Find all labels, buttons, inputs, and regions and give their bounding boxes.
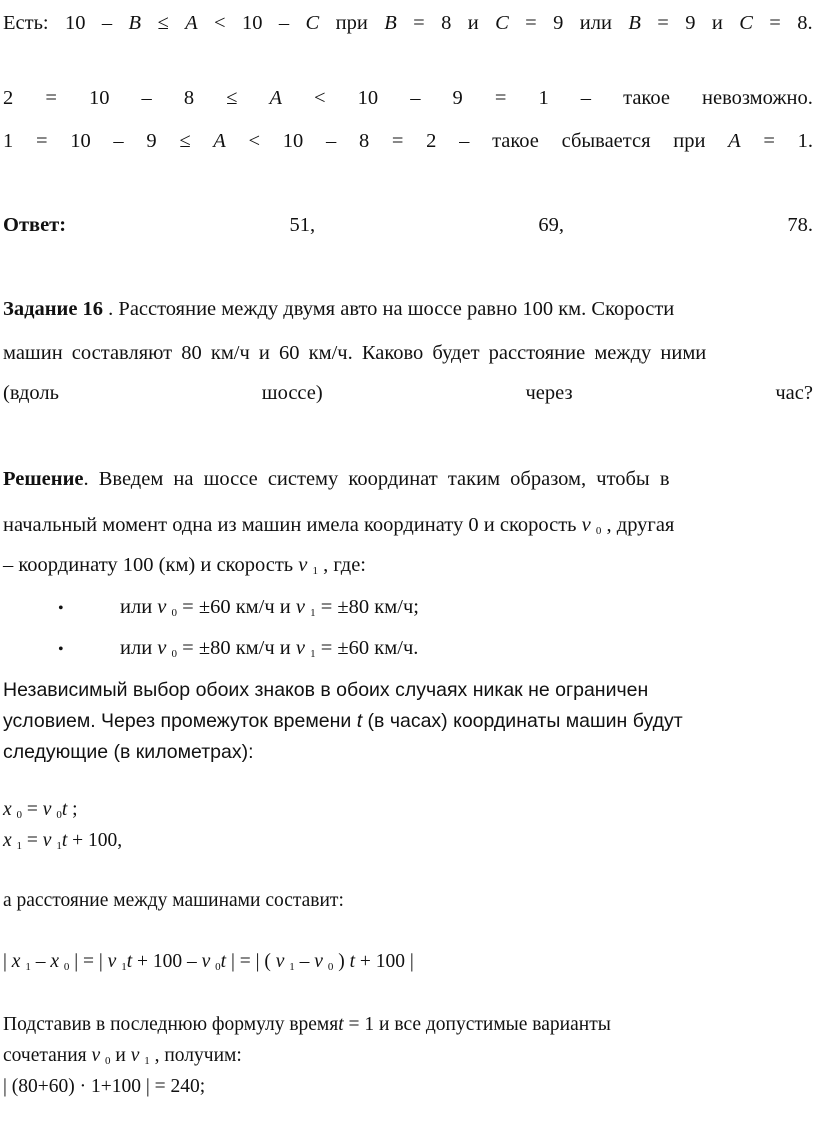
distance-intro-text: а расстояние между машинами составит:: [3, 890, 344, 911]
math-var: v: [298, 554, 308, 576]
formula-text: + 100 –: [132, 951, 202, 972]
subscript: 1: [16, 840, 23, 852]
text-line-impossible: [3, 85, 813, 111]
task-line-3: [3, 380, 813, 406]
subscript: 1: [289, 961, 295, 973]
math-var: x: [50, 951, 59, 972]
word: или: [579, 12, 612, 34]
word: 8.: [797, 12, 813, 34]
math-var: x: [11, 951, 21, 972]
subscript: 1: [310, 607, 316, 619]
word: =: [763, 130, 775, 152]
math-var: t: [349, 951, 355, 972]
word: при: [673, 130, 706, 152]
item-text: или: [120, 637, 158, 659]
word: 10: [357, 87, 379, 109]
formula-text: | = |: [69, 951, 108, 972]
math-var: v: [91, 1045, 101, 1066]
word: такое: [492, 130, 539, 152]
math-var: v: [130, 1045, 140, 1066]
word: сбывается: [561, 130, 651, 152]
word: =: [769, 12, 781, 34]
word: =: [391, 130, 404, 152]
word: 2: [3, 87, 14, 109]
subscript: 0: [595, 525, 602, 537]
solution-text: , другая: [606, 514, 675, 536]
subscript: 0: [327, 961, 334, 973]
word: и: [711, 12, 723, 34]
word: –: [326, 130, 337, 152]
task-label: Задание 16: [3, 298, 104, 320]
answer-value: 51,: [289, 214, 316, 236]
word: при: [335, 12, 368, 34]
subscript: 1: [144, 1055, 150, 1067]
formula-text: ;: [67, 799, 78, 820]
subscript: 0: [171, 607, 178, 619]
subscript: 0: [215, 961, 221, 973]
word: 9: [146, 130, 157, 152]
subscript: 0: [63, 961, 70, 973]
substitute-text: и: [110, 1045, 131, 1066]
word: ≤: [157, 12, 169, 34]
answer-line: [3, 212, 813, 238]
word: час?: [775, 382, 813, 404]
item-text: = ±80 км/ч;: [315, 596, 419, 618]
math-var: B: [128, 12, 142, 34]
formula-text: + 100,: [67, 830, 123, 851]
word: 2: [426, 130, 437, 152]
word: <: [214, 12, 226, 34]
math-var: t: [338, 1014, 344, 1035]
list-item: [120, 635, 418, 667]
word: 9: [685, 12, 696, 34]
subscript: 0: [16, 809, 23, 821]
formula-text: –: [30, 951, 51, 972]
item-text: или: [120, 596, 158, 618]
item-text: = ±80 км/ч и: [177, 637, 296, 659]
subscript: 1: [56, 840, 62, 852]
para-text: Независимый выбор обоих знаков в обоих случаях никак не ограничен: [3, 679, 649, 701]
word: <: [248, 130, 261, 152]
math-var: B: [384, 12, 397, 34]
word: 1: [3, 130, 14, 152]
math-var: A: [185, 12, 198, 34]
substitute-line-2: [3, 1043, 242, 1074]
word: –: [278, 12, 290, 34]
solution-line-3: [3, 552, 366, 584]
word: –: [113, 130, 124, 152]
math-var: v: [581, 514, 591, 536]
word: =: [413, 12, 425, 34]
word: –: [410, 87, 421, 109]
text-line-possible: [3, 128, 813, 154]
solution-text: – координату 100 (км) и скорость: [3, 554, 299, 576]
word: 8: [183, 87, 195, 109]
math-var: B: [628, 12, 641, 34]
word: 10: [70, 130, 91, 152]
math-var: v: [314, 951, 323, 972]
subscript: 1: [310, 648, 316, 660]
formula-x0: x $_0$ = v $_0$t ;: [3, 799, 78, 821]
word: –: [459, 130, 470, 152]
math-var: v: [295, 596, 305, 618]
math-var: C: [305, 12, 320, 34]
subscript: 0: [105, 1055, 111, 1067]
para-line-3: [3, 739, 254, 765]
word: такое: [623, 87, 670, 109]
math-var: C: [739, 12, 753, 34]
task-text: машин составляют 80 км/ч и 60 км/ч. Каково будет расстояние между ними: [3, 342, 707, 364]
solution-text: . Введем на шоссе систему координат таким образом, чтобы в: [83, 468, 670, 490]
task-text: . Расстояние между двумя авто на шоссе равно 100 км. Скорости: [103, 298, 675, 320]
formula-x1: x $_1$ = v $_1$t + 100,: [3, 830, 123, 852]
formula-text: –: [294, 951, 315, 972]
solution-text: , где:: [323, 554, 367, 576]
subscript: 1: [25, 961, 31, 973]
math-var: A: [213, 130, 226, 152]
solution-line-2: [3, 512, 674, 544]
word: =: [525, 12, 537, 34]
math-var: v: [201, 951, 211, 972]
word: и: [467, 12, 479, 34]
para-text: (в часах) координаты машин будут: [362, 710, 683, 732]
math-var: v: [157, 637, 167, 659]
substitute-text: | (80+60) · 1+100 | = 240;: [3, 1076, 206, 1097]
word: =: [45, 87, 57, 109]
math-var: v: [157, 596, 167, 618]
solution-text: начальный момент одна из машин имела координату 0 и скорость: [3, 514, 582, 536]
word: 10: [65, 12, 86, 34]
substitute-text: = 1 и все допустимые варианты: [343, 1014, 611, 1035]
word: =: [35, 130, 48, 152]
substitute-line-1: [3, 1012, 611, 1038]
substitute-text: , получим:: [149, 1045, 242, 1066]
word: невозможно.: [702, 87, 813, 109]
distance-intro: [3, 888, 344, 914]
word: –: [580, 87, 592, 109]
word: –: [101, 12, 113, 34]
answer-value: 69,: [538, 214, 565, 236]
solution-line-1: [3, 466, 670, 492]
math-var: v: [107, 951, 117, 972]
word: 10: [242, 12, 263, 34]
para-text: условием. Через промежуток времени: [3, 710, 357, 732]
word: =: [657, 12, 669, 34]
task-line-1: [3, 296, 674, 322]
word: 1: [538, 87, 549, 109]
item-text: = ±60 км/ч и: [177, 596, 296, 618]
word: 10: [282, 130, 304, 152]
word: 9: [452, 87, 463, 109]
formula-text: + 100 |: [354, 951, 414, 972]
formula-text: | = | (: [226, 951, 276, 972]
math-var: C: [495, 12, 509, 34]
math-var: v: [295, 637, 305, 659]
bullet-icon: •: [58, 600, 64, 617]
math-var: v: [42, 830, 52, 851]
text-line-condition: [3, 10, 813, 36]
formula-text: ): [333, 951, 350, 972]
word: =: [494, 87, 507, 109]
word: <: [314, 87, 326, 109]
subscript: 0: [171, 648, 178, 660]
para-text: следующие (в километрах):: [3, 741, 254, 763]
list-item: [120, 594, 419, 626]
answer-value: 78.: [787, 214, 813, 236]
para-line-1: [3, 677, 648, 703]
math-var: v: [275, 951, 285, 972]
math-var: t: [126, 951, 133, 972]
word: 8: [441, 12, 452, 34]
word: ≤: [226, 87, 238, 109]
word: 1.: [797, 130, 813, 152]
word: –: [141, 87, 152, 109]
word: 9: [553, 12, 564, 34]
subscript: 1: [312, 565, 319, 577]
math-var: t: [220, 951, 227, 972]
math-var: t: [356, 710, 363, 732]
word: через: [525, 382, 573, 404]
answer-label: Ответ:: [3, 214, 67, 236]
math-var: x: [3, 799, 12, 820]
subscript: 0: [56, 809, 62, 821]
word: Есть:: [3, 12, 49, 34]
substitute-text: сочетания: [3, 1045, 92, 1066]
math-var: A: [269, 87, 282, 109]
bullet-icon: •: [58, 641, 64, 658]
substitute-text: Подставив в последнюю формулу время: [3, 1014, 339, 1035]
math-var: A: [728, 130, 741, 152]
substitute-line-3: [3, 1074, 205, 1100]
item-text: = ±60 км/ч.: [315, 637, 419, 659]
distance-formula: | x $_1$ – x $_0$ | = | v $_1$t + 100 – v $_0$t | = | ( v $_1$ – v $_0$ ) t + 100 |: [3, 951, 414, 973]
math-var: x: [3, 830, 12, 851]
solution-label: Решение: [3, 468, 84, 490]
word: 8: [358, 130, 370, 152]
word: ≤: [179, 130, 191, 152]
math-var: v: [42, 799, 52, 820]
subscript: 1: [121, 961, 127, 973]
task-line-2: [3, 340, 706, 366]
para-line-2: [3, 708, 683, 734]
word: 10: [88, 87, 110, 109]
word: (вдоль: [3, 382, 59, 404]
math-var: t: [61, 830, 68, 851]
word: шоссе): [261, 382, 323, 404]
math-var: t: [61, 799, 68, 820]
